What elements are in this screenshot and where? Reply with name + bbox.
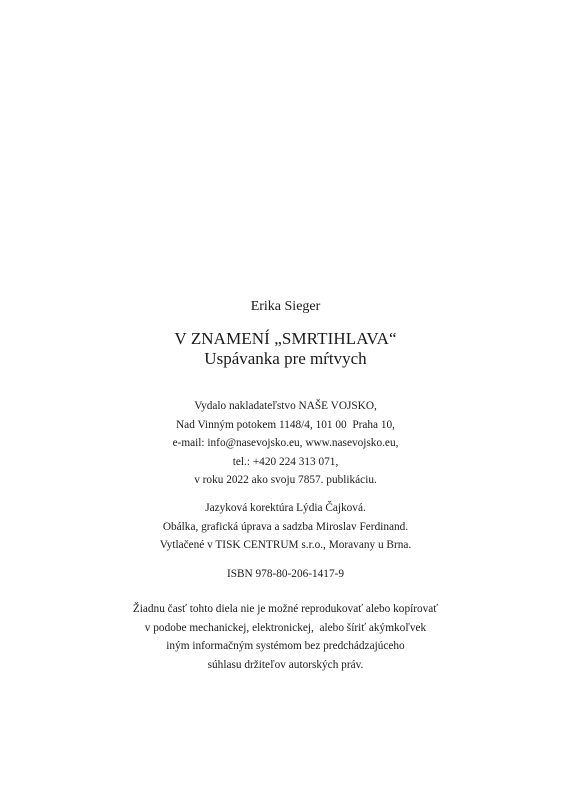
publisher-contact-line: e-mail: info@nasevojsko.eu, www.nasevojsko.eu, (172, 437, 399, 449)
publisher-line: Vydalo nakladateľstvo NAŠE VOJSKO, (194, 400, 377, 412)
publisher-info (0, 397, 571, 490)
publication-year-line: v roku 2022 ako svoju 7857. publikáciu. (194, 474, 377, 486)
copyright-line: súhlasu držiteľov autorských práv. (207, 658, 364, 671)
publisher-phone-line: tel.: +420 224 313 071, (232, 455, 339, 468)
book-title: V ZNAMENÍ „SMRTIHLAVA“ (174, 329, 397, 348)
copyright-line: v podobe mechanickej, elektronickej, alebo šíriť akýmkoľvek (144, 621, 427, 634)
printing-credit: Vytlačené v TISK CENTRUM s.r.o., Moravany u Brna. (159, 539, 412, 551)
author-name: Erika Sieger (250, 299, 321, 314)
isbn-number: ISBN 978-80-206-1417-9 (226, 568, 345, 580)
copyright-notice (0, 600, 571, 674)
copyright-line: Žiadnu časť tohto diela nie je možné reprodukovať alebo kopírovať (132, 603, 439, 615)
design-credit: Obálka, grafická úprava a sadzba Miroslav Ferdinand. (162, 520, 409, 533)
production-credits (0, 499, 571, 555)
book-subtitle: Uspávanka pre mŕtvych (204, 349, 367, 368)
proofreading-credit: Jazyková korektúra Lýdia Čajková. (205, 502, 366, 514)
publisher-address-line: Nad Vinným potokem 1148/4, 101 00 Praha 10, (176, 418, 395, 431)
copyright-line: iným informačným systémom bez predchádzajúceho (166, 640, 405, 652)
